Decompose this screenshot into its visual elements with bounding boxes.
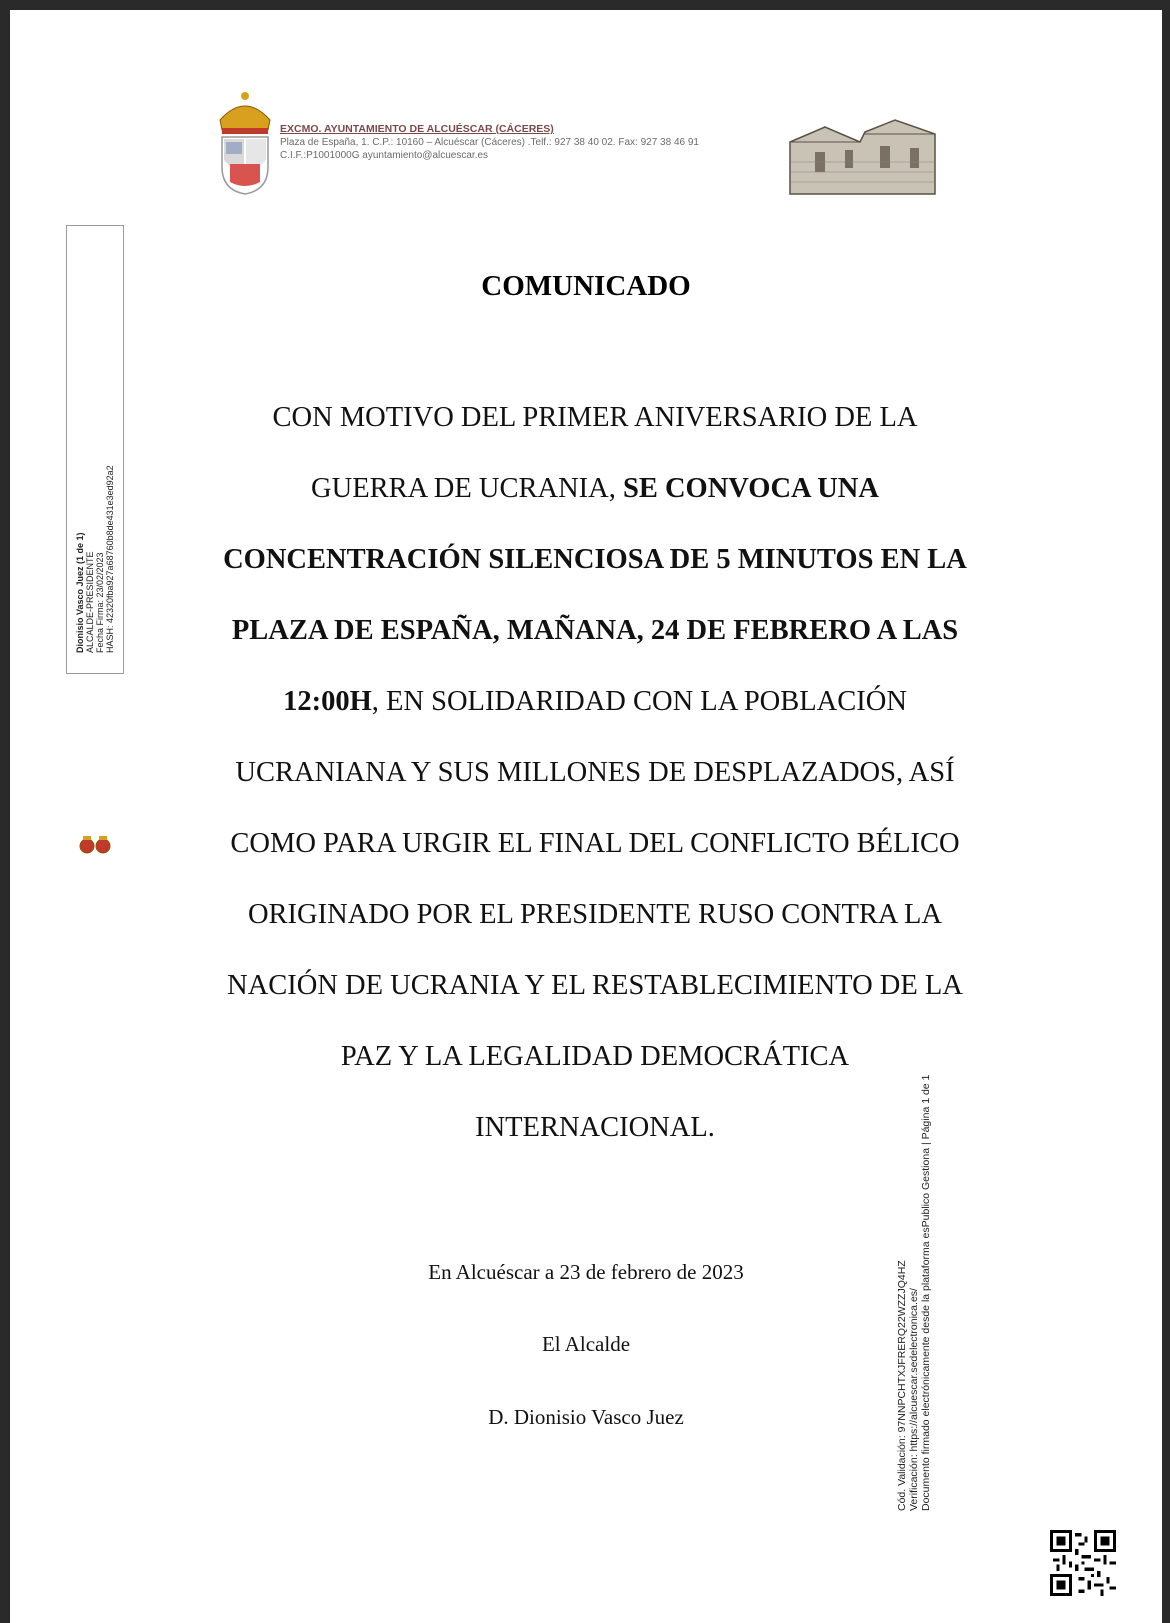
qr-code-icon[interactable]: [1050, 1530, 1116, 1596]
signer-role: ALCALDE-PRESIDENTE: [85, 551, 95, 653]
place-date: En Alcuéscar a 23 de febrero de 2023: [428, 1260, 744, 1284]
coat-of-arms-icon: [210, 82, 280, 202]
small-crest-icon: [73, 831, 117, 861]
body-line: CONCENTRACIÓN SILENCIOSA DE 5 MINUTOS EN LA: [223, 544, 967, 575]
body-line: 12:00H, EN SOLIDARIDAD CON LA POBLACIÓN: [283, 686, 907, 717]
signing-note: Documento firmado electrónicamente desde la plataforma esPublico Gestiona | Página 1 de 1: [920, 1074, 932, 1511]
body-line: UCRANIANA Y SUS MILLONES DE DESPLAZADOS, ASÍ: [235, 757, 955, 788]
signer-name: D. Dionisio Vasco Juez: [488, 1405, 684, 1429]
body-line: PLAZA DE ESPAÑA, MAÑANA, 24 DE FEBRERO A LAS: [231, 615, 959, 646]
validation-code: Cód. Validación: 97NNPCHTXJFRERQ22WZZJQ4HZ: [896, 1260, 908, 1511]
signature-date: Fecha Firma: 23/02/2023: [95, 552, 105, 653]
body-line: PAZ Y LA LEGALIDAD DEMOCRÁTICA: [340, 1041, 850, 1072]
signer-line: Dionisio Vasco Juez (1 de 1): [75, 532, 85, 653]
signer-title: El Alcalde: [541, 1332, 631, 1356]
body-line: NACIÓN DE UCRANIA Y EL RESTABLECIMIENTO DE LA: [227, 970, 963, 1001]
document-page: [10, 10, 1162, 1623]
body-line: INTERNACIONAL.: [475, 1112, 715, 1143]
body-line: COMO PARA URGIR EL FINAL DEL CONFLICTO BÉLICO: [230, 828, 960, 859]
verification-url: Verificación: https://alcuescar.sedelectronica.es/: [908, 1288, 920, 1511]
document-title: COMUNICADO: [481, 270, 691, 302]
body-line: ORIGINADO POR EL PRESIDENTE RUSO CONTRA LA: [247, 899, 943, 930]
church-illustration-icon: [785, 112, 940, 200]
verification-text: [896, 1041, 954, 1511]
org-cif: C.I.F.:P1001000G ayuntamiento@alcuescar.es: [280, 150, 489, 161]
signature-hash: HASH: 42320fba927a68760b8de431e3ed92a2: [105, 465, 115, 653]
body-line: CON MOTIVO DEL PRIMER ANIVERSARIO DE LA: [272, 402, 918, 433]
letterhead: [280, 123, 699, 162]
org-name: EXCMO. AYUNTAMIENTO DE ALCUÉSCAR (CÁCERES): [280, 123, 554, 135]
body-line: GUERRA DE UCRANIA, SE CONVOCA UNA: [311, 473, 879, 504]
org-address: Plaza de España, 1. C.P.: 10160 – Alcuéscar (Cáceres) .Telf.: 927 38 40 02. Fax: 927 38 46 91: [280, 137, 699, 148]
